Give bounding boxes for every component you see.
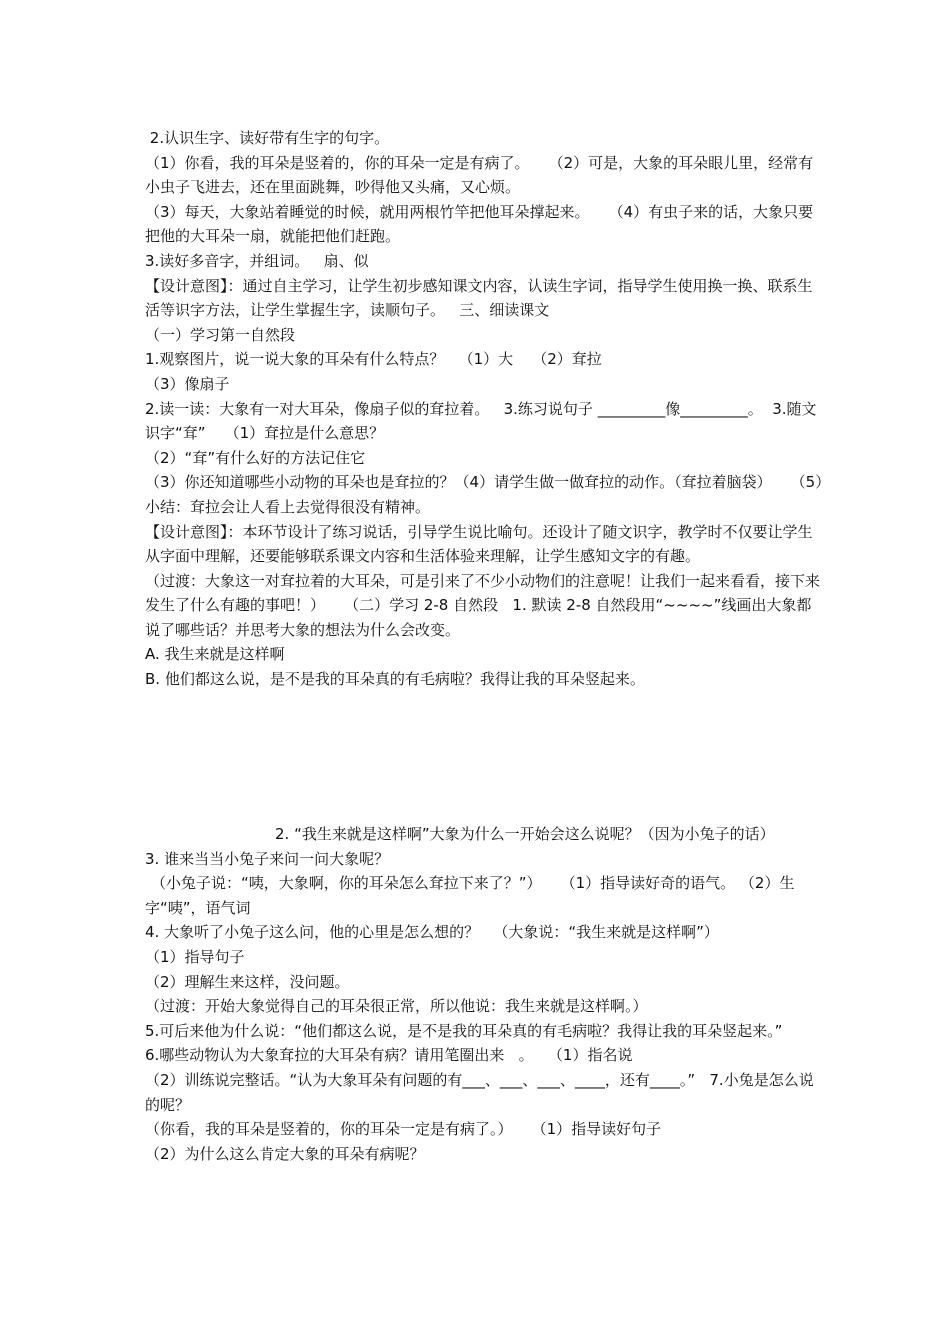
lesson-text-section-1 <box>145 126 825 692</box>
paragraph: 2. “我生来就是这样啊”大象为什么一开始会这么说呢？（因为小兔子的话） <box>275 825 775 843</box>
paragraph: （2）理解生来这样，没问题。 <box>145 972 350 991</box>
paragraph: （2）训练说完整话。“认为大象耳朵有问题的有___、___、___、____，还有____。” 7.小兔是怎么说的呢？ <box>145 1070 814 1114</box>
paragraph: 3.读好多音字，并组词。 扇、似 <box>145 251 369 270</box>
paragraph: 4. 大象听了小兔子这么问，他的心里是怎么想的？ （大象说：“我生来就是这样啊”） <box>145 923 719 942</box>
paragraph: （2）“耷”有什么好的方法记住它 <box>145 448 366 467</box>
paragraph: （过渡：大象这一对耷拉着的大耳朵，可是引来了不少小动物们的注意呢！让我们一起来看看，接下来发生了什么有趣的事吧！） （二）学习 2-8 自然段 1. 默读 2-8 自然段用“~~~~”线画出大象都说了哪些话？并思考大象的想法为什么会改变。 <box>145 571 821 639</box>
paragraph: （3）像扇子 <box>145 374 230 393</box>
paragraph: 3. 谁来当当小兔子来问一问大象呢？ <box>145 849 390 868</box>
paragraph: 1.观察图片，说一说大象的耳朵有什么特点？ （1）大 （2）耷拉 <box>145 350 602 369</box>
paragraph: B. 他们都这么说，是不是我的耳朵真的有毛病啦？我得让我的耳朵竖起来。 <box>145 670 645 689</box>
paragraph: 5.可后来他为什么说：“他们都这么说，是不是我的耳朵真的有毛病啦？我得让我的耳朵竖起来。” <box>145 1021 783 1040</box>
lesson-text-section-2 <box>145 822 825 1166</box>
paragraph: （小兔子说：“咦，大象啊，你的耳朵怎么耷拉下来了？”） （1）指导读好奇的语气。 （2）生字“咦”，语气词 <box>145 874 795 917</box>
paragraph: 6.哪些动物认为大象耷拉的大耳朵有病？请用笔圈出来 。 （1）指名说 <box>145 1046 633 1065</box>
paragraph: （你看，我的耳朵是竖着的，你的耳朵一定是有病了。） （1）指导读好句子 <box>145 1120 662 1139</box>
paragraph: （3）你还知道哪些小动物的耳朵也是耷拉的？（4）请学生做一做耷拉的动作。（耷拉着脑袋） （5）小结：耷拉会让人看上去觉得很没有精神。 <box>145 473 823 516</box>
paragraph: 2.读一读：大象有一对大耳朵，像扇子似的耷拉着。 3.练习说句子 _________像_________。 3.随文识字“耷” （1）耷拉是什么意思？ <box>145 399 817 443</box>
paragraph: （1）你看，我的耳朵是竖着的，你的耳朵一定是有病了。 （2）可是，大象的耳朵眼儿里，经常有小虫子飞进去，还在里面跳舞，吵得他又头痛，又心烦。 <box>145 153 814 197</box>
paragraph: 【设计意图】：通过自主学习，让学生初步感知课文内容，认读生字词，指导学生使用换一换、联系生活等识字方法，让学生掌握生字，读顺句子。 三、细读课文 <box>145 276 813 320</box>
paragraph: （一）学习第一自然段 <box>145 325 296 344</box>
paragraph: 2.认识生字、读好带有生字的句字。 <box>145 129 390 147</box>
paragraph: （2）为什么这么肯定大象的耳朵有病呢？ <box>145 1144 425 1163</box>
paragraph: 【设计意图】：本环节设计了练习说话，引导学生说比喻句。还设计了随文识字，教学时不仅要让学生从字面中理解，还要能够联系课文内容和生活体验来理解，让学生感知文字的有趣。 <box>145 522 813 566</box>
paragraph: （3）每天，大象站着睡觉的时候，就用两根竹竿把他耳朵撑起来。 （4）有虫子来的话，大象只要把他的大耳朵一扇，就能把他们赶跑。 <box>145 202 814 246</box>
paragraph: （1）指导句子 <box>145 947 245 966</box>
paragraph: A. 我生来就是这样啊 <box>145 645 285 664</box>
paragraph: （过渡：开始大象觉得自己的耳朵很正常，所以他说：我生来就是这样啊。） <box>145 997 648 1016</box>
